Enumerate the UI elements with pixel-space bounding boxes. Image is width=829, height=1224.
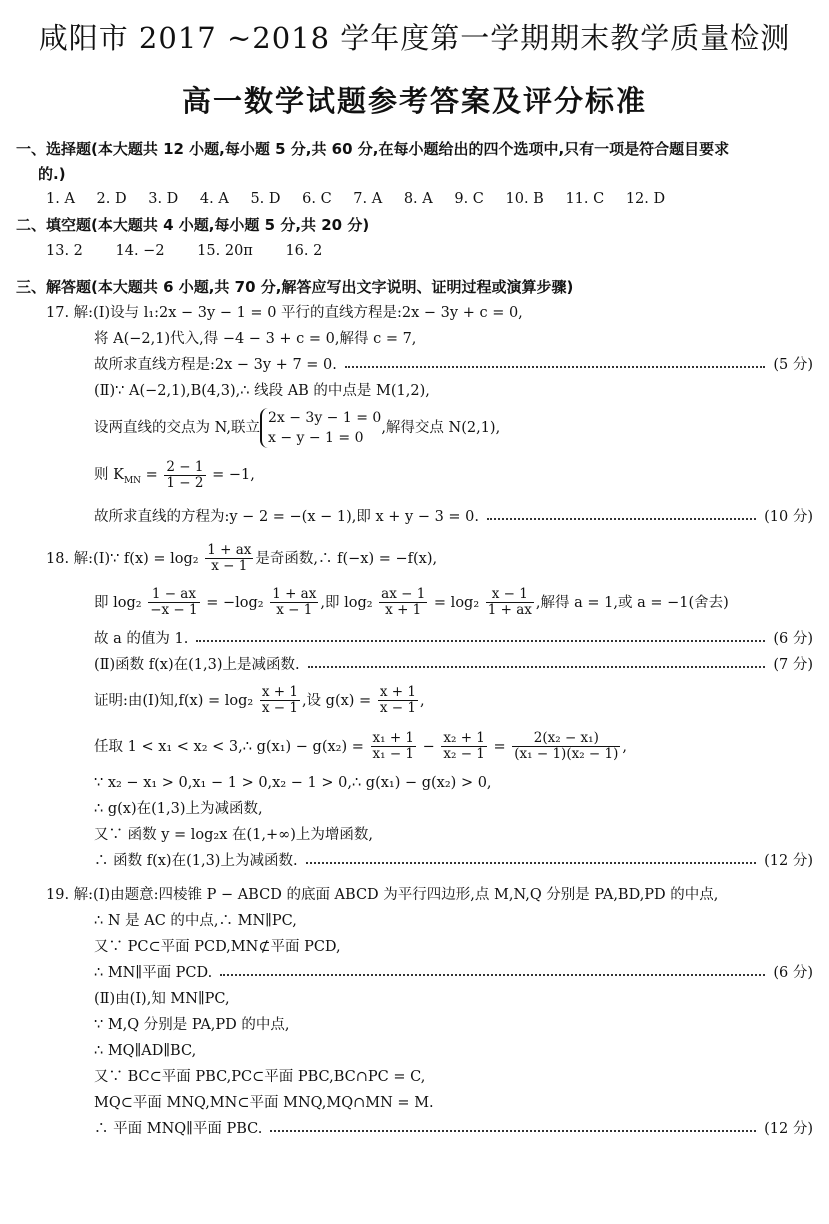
frac-den: x − 1 [211, 558, 248, 575]
q17-line-6: 则 $K_{MN}$ = $\frac{2 - 1}{1 - 2}$ = −1, [94, 458, 255, 491]
answer-9: 9. C [454, 191, 484, 207]
q19-line-7: ∴ MQ∥AD∥BC, [94, 1042, 197, 1059]
q17-line-4: (Ⅱ)∵ A(−2,1),B(4,3),∴ 线段 AB 的中点是 M(1,2), [94, 383, 430, 399]
fraction [378, 685, 418, 716]
leader-dots [306, 862, 757, 864]
q17-line-6-a: 则 K [94, 467, 124, 483]
answer-12: 12. D [625, 191, 666, 207]
q18-score-7: (7 分) [773, 656, 813, 673]
answer-4: 4. A [199, 191, 229, 207]
frac-num: 1 − ax [148, 587, 199, 603]
fraction [260, 685, 300, 716]
answer-3: 3. D [148, 191, 179, 207]
section-3-heading: 三、解答题(本大题共 6 小题,共 70 分,解答应写出文字说明、证明过程或演算步骤) [16, 278, 574, 296]
q17-line-1: 17. 解:(Ⅰ)设与 l₁:2x − 3y − 1 = 0 平行的直线方程是:2x − 3y + c = 0, [46, 305, 523, 321]
q17-score-5: (5 分) [773, 357, 813, 373]
leader-dots [308, 666, 766, 668]
q18-line-10 [16, 848, 813, 874]
q17-line-5-b: ,解得交点 N(2,1), [381, 420, 501, 436]
q17-line-7-text: 故所求直线的方程为:y − 2 = −(x − 1),即 x + y − 3 = 0. [94, 508, 480, 525]
answer-5: 5. D [250, 191, 281, 207]
frac-num: 2(x₂ − x₁) [512, 731, 620, 747]
fraction [512, 731, 620, 762]
leader-dots [196, 640, 765, 642]
q19-line-10-text: ∴ 平面 MNQ∥平面 PBC. [94, 1120, 263, 1137]
section-2-heading: 二、填空题(本大题共 4 小题,每小题 5 分,共 20 分) [16, 216, 370, 234]
frac-den: x₁ − 1 [372, 746, 415, 763]
answer-8: 8. A [403, 191, 433, 207]
q17-line-3-text: 故所求直线方程是:2x − 3y + 7 = 0. [94, 357, 337, 373]
q17-line-5 [16, 404, 813, 452]
frac-num: x₁ + 1 [372, 730, 415, 747]
leader-dots [270, 1130, 756, 1132]
frac-num: ax − 1 [381, 586, 426, 603]
fill-answers [16, 238, 813, 264]
frac-den: x − 1 [261, 700, 298, 717]
q18-line-6-c: = [493, 738, 506, 755]
q18-line-2-c: ,即 log₂ [320, 594, 373, 611]
q19-line-8: 又∵ BC⊂平面 PBC,PC⊂平面 PBC,BC∩PC = C, [94, 1068, 426, 1085]
leader-dots [487, 518, 756, 520]
frac-den: x₂ − 1 [443, 746, 485, 763]
answer-6: 6. C [302, 191, 332, 207]
system-eq-1: 2x − 3y − 1 = 0 [267, 410, 382, 426]
answer-16: 16. 2 [285, 243, 323, 259]
fraction [148, 587, 199, 618]
q18-line-5 [16, 678, 813, 724]
answer-13: 13. 2 [46, 243, 83, 259]
q18-line-1-b: 是奇函数,∴ f(−x) = −f(x), [255, 550, 438, 567]
frac-den: x − 1 [379, 700, 416, 717]
q17-line-2: 将 A(−2,1)代入,得 −4 − 3 + c = 0,解得 c = 7, [94, 331, 417, 347]
frac-num: x + 1 [379, 684, 416, 701]
q18-line-4-text: (Ⅱ)函数 f(x)在(1,3)上是减函数. [94, 656, 300, 673]
fraction [371, 731, 417, 762]
q17-line-7 [16, 504, 813, 530]
q18-line-5-a: 证明:由(Ⅰ)知,f(x) = log₂ [94, 692, 254, 709]
q18-line-6 [16, 724, 813, 770]
page-title: 咸阳市 2017 ~2018 学年度第一学期期末教学质量检测 [38, 21, 791, 55]
q18-line-1-a: 18. 解:(Ⅰ)∵ f(x) = log₂ [46, 550, 199, 567]
frac-den: (x₁ − 1)(x₂ − 1) [514, 746, 619, 763]
q17-score-10: (10 分) [764, 508, 813, 525]
page-subtitle: 高一数学试题参考答案及评分标准 [181, 84, 647, 118]
q18-line-9: 又∵ 函数 y = log₂x 在(1,+∞)上为增函数, [94, 826, 374, 843]
equation-system [260, 408, 381, 448]
frac-num: 2 − 1 [166, 458, 204, 475]
q19-line-4-text: ∴ MN∥平面 PCD. [94, 964, 213, 981]
fraction [270, 587, 318, 618]
q18-line-2-b: = −log₂ [206, 594, 264, 611]
q17-line-5-a: 设两直线的交点为 N,联立 [94, 420, 260, 436]
answer-11: 11. C [565, 191, 605, 207]
q18-score-12: (12 分) [764, 852, 813, 869]
answer-7: 7. A [353, 191, 383, 207]
q18-line-2 [16, 580, 813, 626]
frac-num: 1 + ax [207, 542, 252, 559]
choice-answers [16, 186, 813, 212]
q17-line-6-b: = −1, [212, 467, 255, 483]
fraction [486, 587, 534, 618]
q19-line-3: 又∵ PC⊂平面 PCD,MN⊄平面 PCD, [94, 938, 341, 955]
frac-num: x + 1 [261, 684, 298, 701]
q18-line-8: ∴ g(x)在(1,3)上为减函数, [94, 800, 263, 817]
section-1-heading: 一、选择题(本大题共 12 小题,每小题 5 分,共 60 分,在每小题给出的四个选项中,只有一项是符合题目要求 [16, 140, 730, 158]
q19-line-2: ∴ N 是 AC 的中点,∴ MN∥PC, [94, 912, 297, 929]
q18-line-3-text: 故 a 的值为 1. [94, 630, 189, 647]
leader-dots [345, 366, 765, 368]
q17-line-3 [16, 352, 813, 378]
system-eq-2: x − y − 1 = 0 [267, 430, 364, 446]
q18-line-7: ∵ x₂ − x₁ > 0,x₁ − 1 > 0,x₂ − 1 > 0,∴ g(x₁) − g(x₂) > 0, [94, 774, 492, 791]
q18-line-6-b: − [422, 738, 435, 755]
fraction [205, 543, 253, 574]
q19-line-1: 19. 解:(Ⅰ)由题意:四棱锥 P − ABCD 的底面 ABCD 为平行四边形,点 M,N,Q 分别是 PA,BD,PD 的中点, [46, 886, 719, 903]
frac-num: x₂ + 1 [443, 730, 485, 747]
q18-line-2-d: = log₂ [433, 594, 480, 611]
q18-line-5-b: ,设 g(x) = [301, 692, 372, 709]
answer-2: 2. D [96, 191, 127, 207]
slope-subscript: MN [123, 475, 142, 486]
q18-line-6-a: 任取 1 < x₁ < x₂ < 3,∴ g(x₁) − g(x₂) = [94, 738, 364, 755]
frac-den: x + 1 [385, 602, 422, 619]
frac-num: 1 + ax [272, 586, 317, 603]
fraction [441, 731, 487, 762]
q18-line-1 [16, 538, 813, 580]
q18-line-10-text: ∴ 函数 f(x)在(1,3)上为减函数. [94, 852, 298, 869]
q18-line-3 [16, 626, 813, 652]
answer-10: 10. B [505, 191, 544, 207]
frac-den: 1 − 2 [166, 474, 204, 491]
q19-line-5: (Ⅱ)由(Ⅰ),知 MN∥PC, [94, 990, 230, 1007]
answer-1: 1. A [46, 191, 75, 207]
frac-den: −x − 1 [150, 602, 198, 619]
q19-line-4 [16, 960, 813, 986]
q19-score-6: (6 分) [773, 964, 813, 981]
q19-score-12: (12 分) [764, 1120, 813, 1137]
q19-line-10 [16, 1116, 813, 1142]
frac-den: 1 + ax [487, 602, 532, 619]
q19-line-9: MQ⊂平面 MNQ,MN⊂平面 MNQ,MQ∩MN = M. [94, 1094, 434, 1111]
leader-dots [220, 974, 765, 976]
q18-line-4 [16, 652, 813, 678]
fraction [379, 587, 427, 618]
answer-15: 15. 20π [197, 243, 253, 259]
frac-den: x − 1 [276, 602, 313, 619]
q18-line-2-e: ,解得 a = 1,或 a = −1(舍去) [535, 594, 729, 611]
section-1-heading-cont: 的.) [38, 165, 66, 183]
answer-14: 14. −2 [115, 243, 165, 259]
q19-line-6: ∵ M,Q 分别是 PA,PD 的中点, [94, 1016, 290, 1033]
q18-line-2-a: 即 log₂ [94, 594, 142, 611]
frac-num: x − 1 [486, 587, 534, 603]
q18-line-6-d: , [622, 738, 627, 755]
slope-fraction [164, 460, 205, 491]
q18-line-5-c: , [419, 692, 425, 709]
q18-score-6: (6 分) [773, 630, 813, 647]
